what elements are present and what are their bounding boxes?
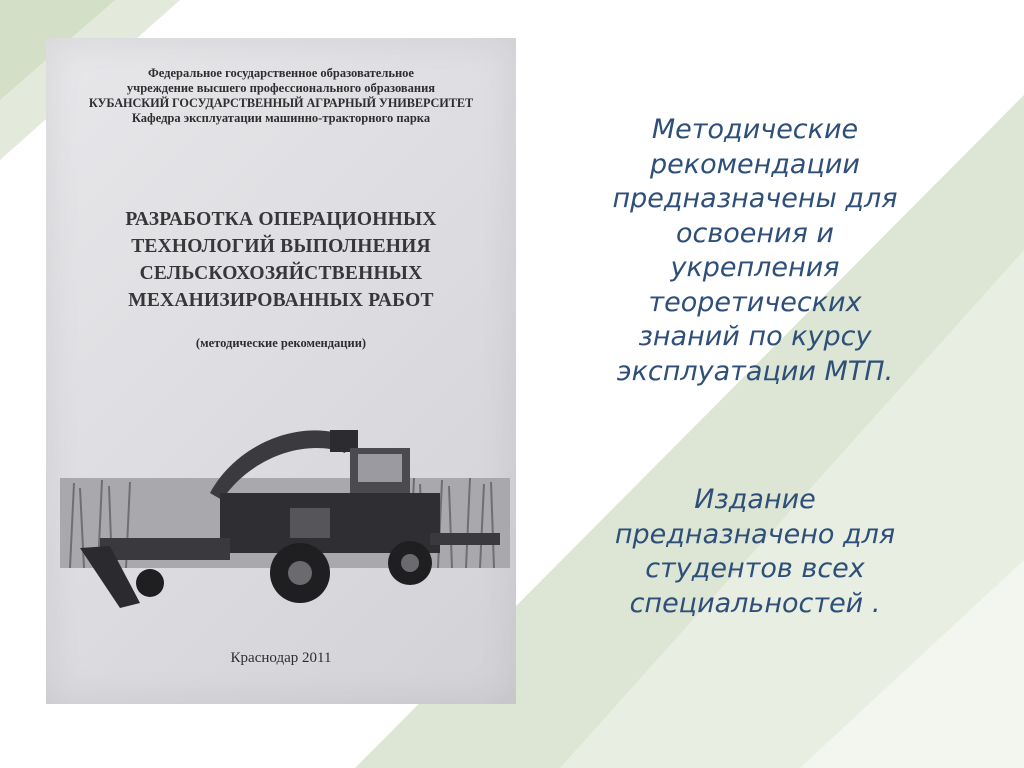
text-line: Издание [694, 484, 816, 515]
text-line: студентов всех [645, 553, 865, 584]
title-line: РАЗРАБОТКА ОПЕРАЦИОННЫХ [125, 209, 437, 230]
harvester-illustration [60, 398, 510, 618]
text-line: Методические [651, 114, 859, 145]
description-paragraph-1 [560, 113, 950, 389]
org-line: Федеральное государственное образовательное [148, 66, 414, 80]
text-line: освоения и [676, 217, 834, 249]
cover-subtitle: (методические рекомендации) [195, 336, 367, 350]
text-line: специальностей . [629, 587, 881, 619]
text-line: рекомендации [650, 148, 860, 180]
cover-organization [46, 66, 516, 126]
text-line: укрепления [670, 252, 840, 283]
title-line: СЕЛЬСКОХОЗЯЙСТВЕННЫХ [139, 263, 423, 284]
org-line: Кафедра эксплуатации машинно-тракторного парка [131, 111, 431, 125]
org-line: КУБАНСКИЙ ГОСУДАРСТВЕННЫЙ АГРАРНЫЙ УНИВЕРСИТЕТ [88, 96, 474, 110]
text-line: эксплуатации МТП. [616, 355, 894, 387]
description-paragraph-2 [560, 483, 950, 621]
text-line: теоретических [648, 286, 862, 318]
text-line: предназначено для [614, 518, 896, 550]
brochure-cover-photo [46, 38, 516, 704]
title-line: МЕХАНИЗИРОВАННЫХ РАБОТ [128, 290, 434, 311]
cover-city-year: Краснодар 2011 [230, 650, 332, 666]
title-line: ТЕХНОЛОГИЙ ВЫПОЛНЕНИЯ [131, 236, 431, 257]
text-line: знаний по курсу [638, 321, 872, 352]
cover-title [46, 206, 516, 314]
org-line: учреждение высшего профессионального образования [126, 81, 436, 95]
text-line: предназначены для [612, 183, 898, 214]
